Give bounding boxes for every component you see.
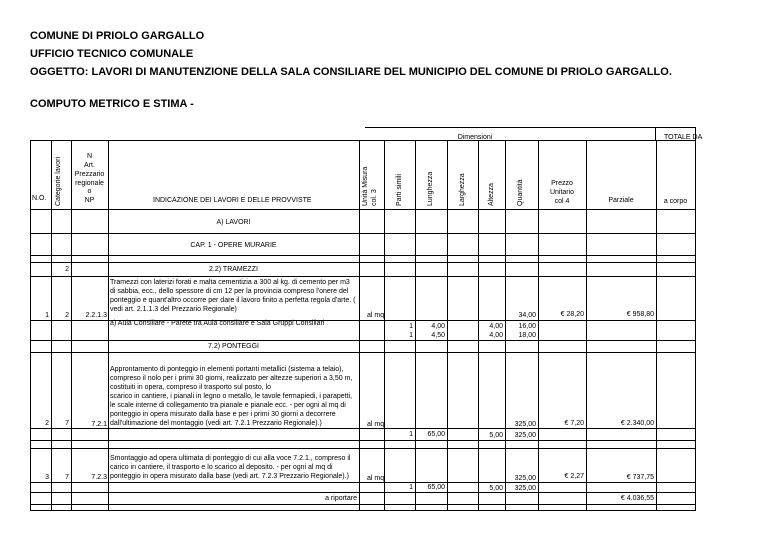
ponteggi2-row-parti: 1 — [409, 484, 413, 491]
ponteggi2-no: 3 — [45, 474, 49, 481]
ponteggi1-row-alt: 5,00 — [489, 432, 503, 439]
tramezzi-row1-alt: 4,00 — [489, 323, 503, 330]
header-categorie: Categorie lavori — [55, 156, 62, 206]
ponteggi-title: 7.2) PONTEGGI — [208, 343, 259, 350]
tramezzi-row2-qty: 18,00 — [518, 332, 536, 339]
ponteggi1-unit: al mq — [367, 421, 385, 428]
tramezzi-unit: al mq — [367, 312, 385, 319]
tramezzi-category: 2 — [65, 266, 69, 273]
header-art-4: regionale — [75, 180, 104, 187]
document-title: COMPUTO METRICO E STIMA - — [30, 98, 194, 110]
header-larghezza: Larghezza — [459, 173, 466, 206]
header-art-1: N — [86, 153, 93, 160]
ponteggi1-desc-5: le scale interne di collegamento tra pianale e pianale ecc. - per ogni al mq di — [110, 402, 346, 409]
tramezzi-price: € 28,20 — [560, 311, 584, 318]
tramezzi-sub-desc: a) Aula Consiliare - Parete tra Aula consiliare e Sala Gruppi Consiliari — [110, 320, 325, 327]
ponteggi2-cat: 7 — [65, 474, 69, 481]
header-corpo: a corpo — [663, 198, 688, 205]
header-altezza: Altezza — [488, 183, 495, 206]
tramezzi-desc-4: vedi art. 2.1.1.3 del Prezzario Regionale) — [110, 306, 237, 313]
office-title: UFFICIO TECNICO COMUNALE — [30, 48, 194, 60]
ponteggi2-row-alt: 5,00 — [489, 485, 503, 492]
ponteggi1-row-qty: 325,00 — [514, 432, 536, 439]
header-unita-1: Unità Misura — [362, 166, 369, 206]
ponteggi1-price: € 7,20 — [564, 420, 584, 427]
tramezzi-row2-alt: 4,00 — [489, 332, 503, 339]
ponteggi1-quantity: 325,00 — [514, 421, 536, 428]
header-lunghezza: Lunghezza — [427, 171, 434, 206]
ponteggi2-desc-1: Smontaggio ad opera ultimata di ponteggio di cui alla voce 7.2.1., compreso il — [110, 455, 351, 462]
header-prezzo-1: Prezzo — [551, 180, 573, 187]
ponteggi2-desc-3: ponteggio in opera misurato dalla base (vedi art. 7.2.3 Prezzario Regionale).) — [110, 473, 349, 480]
header-art-5: o — [87, 188, 92, 195]
tramezzi-title: 2.2) TRAMEZZI — [209, 266, 258, 273]
municipality-title: COMUNE DI PRIOLO GARGALLO — [30, 30, 205, 42]
tramezzi-row2-lung: 4,50 — [431, 332, 445, 339]
header-art-6: NP — [84, 197, 95, 204]
header-totale: TOTALE DA — [664, 134, 703, 141]
ponteggi1-desc-4: scarico in cantiere, i pianali in legno o metallo, le tavole fermapiedi, i parapetti, — [110, 393, 353, 400]
header-prezzo-3: col 4 — [554, 198, 570, 205]
ponteggi1-art: 7.2.1 — [91, 421, 107, 428]
tramezzi-no: 1 — [45, 312, 49, 319]
header-indicazione: INDICAZIONE DEI LAVORI E DELLE PROVVISTE — [153, 197, 312, 204]
tramezzi-art: 2.2.1.3 — [85, 312, 107, 319]
ponteggi1-desc-7: dall'ultimazione del montaggio (vedi art. 7.2.1 Prezzario Regionale).) — [110, 420, 322, 427]
header-art-2: Art. — [84, 162, 95, 169]
header-art-3: Prezzario — [74, 171, 105, 178]
section-lavori: A) LAVORI — [216, 219, 251, 226]
ponteggi2-desc-2: carico in cantiere, il trasporto e lo scarico al deposito. - per ogni al mq di — [110, 464, 333, 471]
tramezzi-partial: € 958,80 — [626, 311, 654, 318]
ponteggi1-partial: € 2.340,00 — [620, 420, 654, 427]
ponteggi2-row-lung: 65,00 — [427, 484, 445, 491]
tramezzi-row2-parti: 1 — [409, 332, 413, 339]
tramezzi-desc-3: ponteggio e quant'altro occorre per dare il lavoro finito a perfetta regola d'arte. ( — [110, 297, 356, 304]
ponteggi1-desc-3: costituiti in opera, compreso il trasporto sul posto, lo — [110, 384, 272, 391]
tramezzi-desc-2: di sabbia, ecc., dello spessore di cm 12 per la provincia compreso l'onere del — [110, 288, 349, 295]
tramezzi-quantity: 34,00 — [518, 312, 536, 319]
ponteggi2-quantity: 325,00 — [514, 475, 536, 482]
ponteggi1-desc-6: ponteggio in opera misurato dalla base e per i primi 30 giorni a decorrere — [110, 411, 336, 418]
tramezzi-desc-1: Tramezzi con laterizi forati e malta cementizia a 300 al kg. di cemento per m3 — [110, 279, 350, 286]
section-cap1: CAP. 1 - OPERE MURARIE — [190, 242, 277, 249]
a-riportare-label: a riportare — [325, 495, 357, 502]
a-riportare-total: € 4.036,55 — [620, 495, 654, 502]
tramezzi-row1-lung: 4,00 — [431, 323, 445, 330]
header-no: N.O. — [32, 195, 47, 202]
ponteggi1-no: 2 — [45, 420, 49, 427]
header-parziale: Parziale — [608, 197, 634, 204]
ponteggi2-partial: € 737,75 — [626, 474, 654, 481]
ponteggi2-art: 7.2.3 — [91, 474, 107, 481]
header-unita-2: col. 3 — [371, 189, 378, 206]
subject-title: OGGETTO: LAVORI DI MANUTENZIONE DELLA SALA CONSILIARE DEL MUNICIPIO DEL COMUNE DI PRIOLO GARGALLO. — [30, 66, 672, 78]
ponteggi1-row-parti: 1 — [409, 431, 413, 438]
tramezzi-cat: 2 — [65, 312, 69, 319]
header-quantita: Quantità — [517, 179, 524, 206]
header-parti: Parti simili — [396, 174, 403, 206]
ponteggi2-price: € 2,27 — [564, 473, 584, 480]
header-prezzo-2: Unitario — [549, 189, 575, 196]
ponteggi1-cat: 7 — [65, 420, 69, 427]
tramezzi-row1-parti: 1 — [409, 323, 413, 330]
ponteggi1-desc-1: Approntamento di ponteggio in elementi portanti metallici (sistema a telaio), — [110, 366, 344, 373]
tramezzi-row1-qty: 16,00 — [518, 323, 536, 330]
ponteggi1-desc-2: compreso il nolo per i primi 30 giorni, realizzato per altezze superiori a 3,50 m, — [110, 375, 353, 382]
ponteggi1-row-lung: 65,00 — [427, 431, 445, 438]
ponteggi2-unit: al mq — [367, 475, 385, 482]
ponteggi2-row-qty: 325,00 — [514, 485, 536, 492]
header-dimensioni: Dimensioni — [457, 134, 493, 141]
